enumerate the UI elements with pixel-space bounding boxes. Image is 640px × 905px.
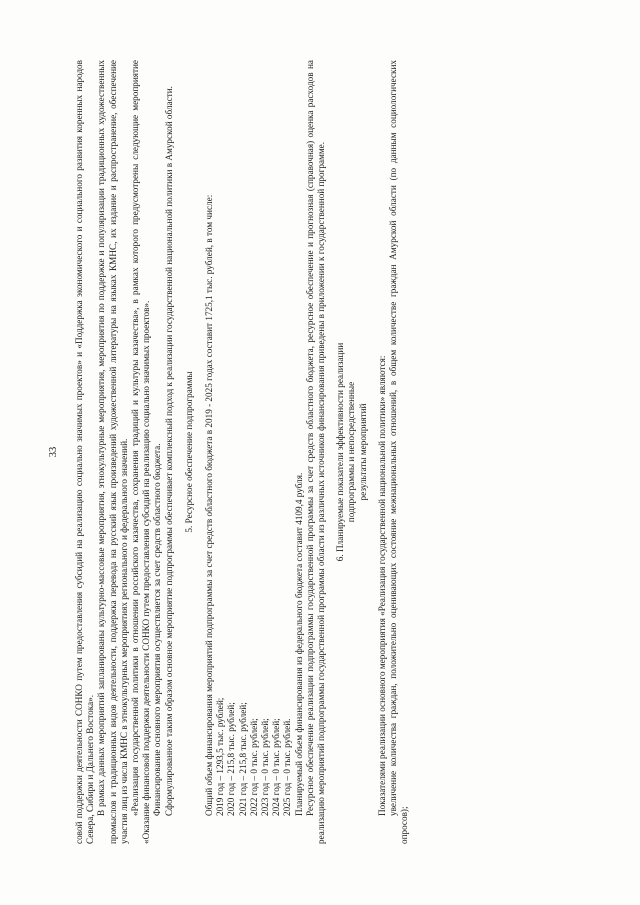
year-line: 2021 год – 215,8 тыс. рублей; [237,702,248,816]
paragraph-5: Сформулированное таким образом основное мероприятие подпрограммы обеспечивает комплексный подход к реализации государственной национальной политики в Амурской области. [163,86,174,816]
year-line: 2023 год – 0 тыс. рублей; [260,718,271,816]
paragraph-9: Показателями реализации основного мероприятия «Реализация государственной национальной политики» являются: [376,355,387,816]
heading-6-line: результаты мероприятий [357,403,368,501]
year-line: 2022 год – 0 тыс. рублей; [248,718,259,816]
document-body [74,60,590,844]
section-heading-5: 5. Ресурсное обеспечение подпрограммы [183,371,194,533]
section-heading-6 [335,60,369,844]
paragraph-3: «Реализация государственной политики в отношении российского казачества, сохранения традиций и культуры казачества», в рамках которого предусмотрены следующие мероприятие «Оказание финансовой поддержки деятельности СОНКО путем предоставления субсидий на реализацию социально значимых проектов». [130,60,152,844]
paragraph-8: Ресурсное обеспечение реализации подпрограммы государственной программы за счет средств областного бюджета, ресурсное обеспечение и прогнозная (справочная) оценка расходов на реализацию мероприятий подпрограммы государственной программы области из различных источников финансирования приведены в приложении к государственной программе. [304,60,327,844]
heading-6-line: 6. Планируемые показатели эффективности реализации [335,342,346,562]
rotated-content [40,42,600,862]
heading-6-line: подпрограммы и непосредственные [346,381,357,523]
page-number: 33 [48,446,59,458]
paragraph-10: увеличение количества граждан, положительно оценивающих состояние межнациональных отношений, в общем количестве граждан Амурской области (по данным социологических опросов); [388,60,410,844]
year-line: 2025 год – 0 тыс. рублей. [282,718,293,816]
year-line: 2020 год – 215,8 тыс. рублей; [226,702,237,816]
year-line: 2019 год – 1293,5 тыс. рублей; [215,697,226,816]
paragraph-6: Общий объем финансирования мероприятий подпрограммы за счет средств областного бюджета в 2019 - 2025 годах составит 1725,1 тыс. рублей, в том числе: [204,194,215,816]
paragraph-2: В рамках данных мероприятий запланированы культурно-массовые мероприятия, этнокультурные мероприятия, мероприятия по поддержке и популяризации традиционных художественных промыслов и традиционных видов деятельности, поддержка перевода на русский язык произведений художественной литературы на языках КМНС, их издание и распространение, обеспечение участия лиц из числа КМНС в этнокультурных мероприятиях регионального и федерального значений. [96,60,129,844]
paragraph-7: Планируемый объем финансирования из федерального бюджета составит 4109,4 рубля. [293,472,304,816]
paragraph-4: Финансирование основного мероприятия осуществляется за счет средств областного бюджета. [152,443,163,816]
year-line: 2024 год – 0 тыс. рублей; [271,718,282,816]
paragraph-1: совой поддержки деятельности СОНКО путем предоставления субсидий на реализацию социально значимых проектов» и «Поддержка экономического и социального развития коренных народов Севера, Сибири и Дальнего Востока». [74,60,96,844]
